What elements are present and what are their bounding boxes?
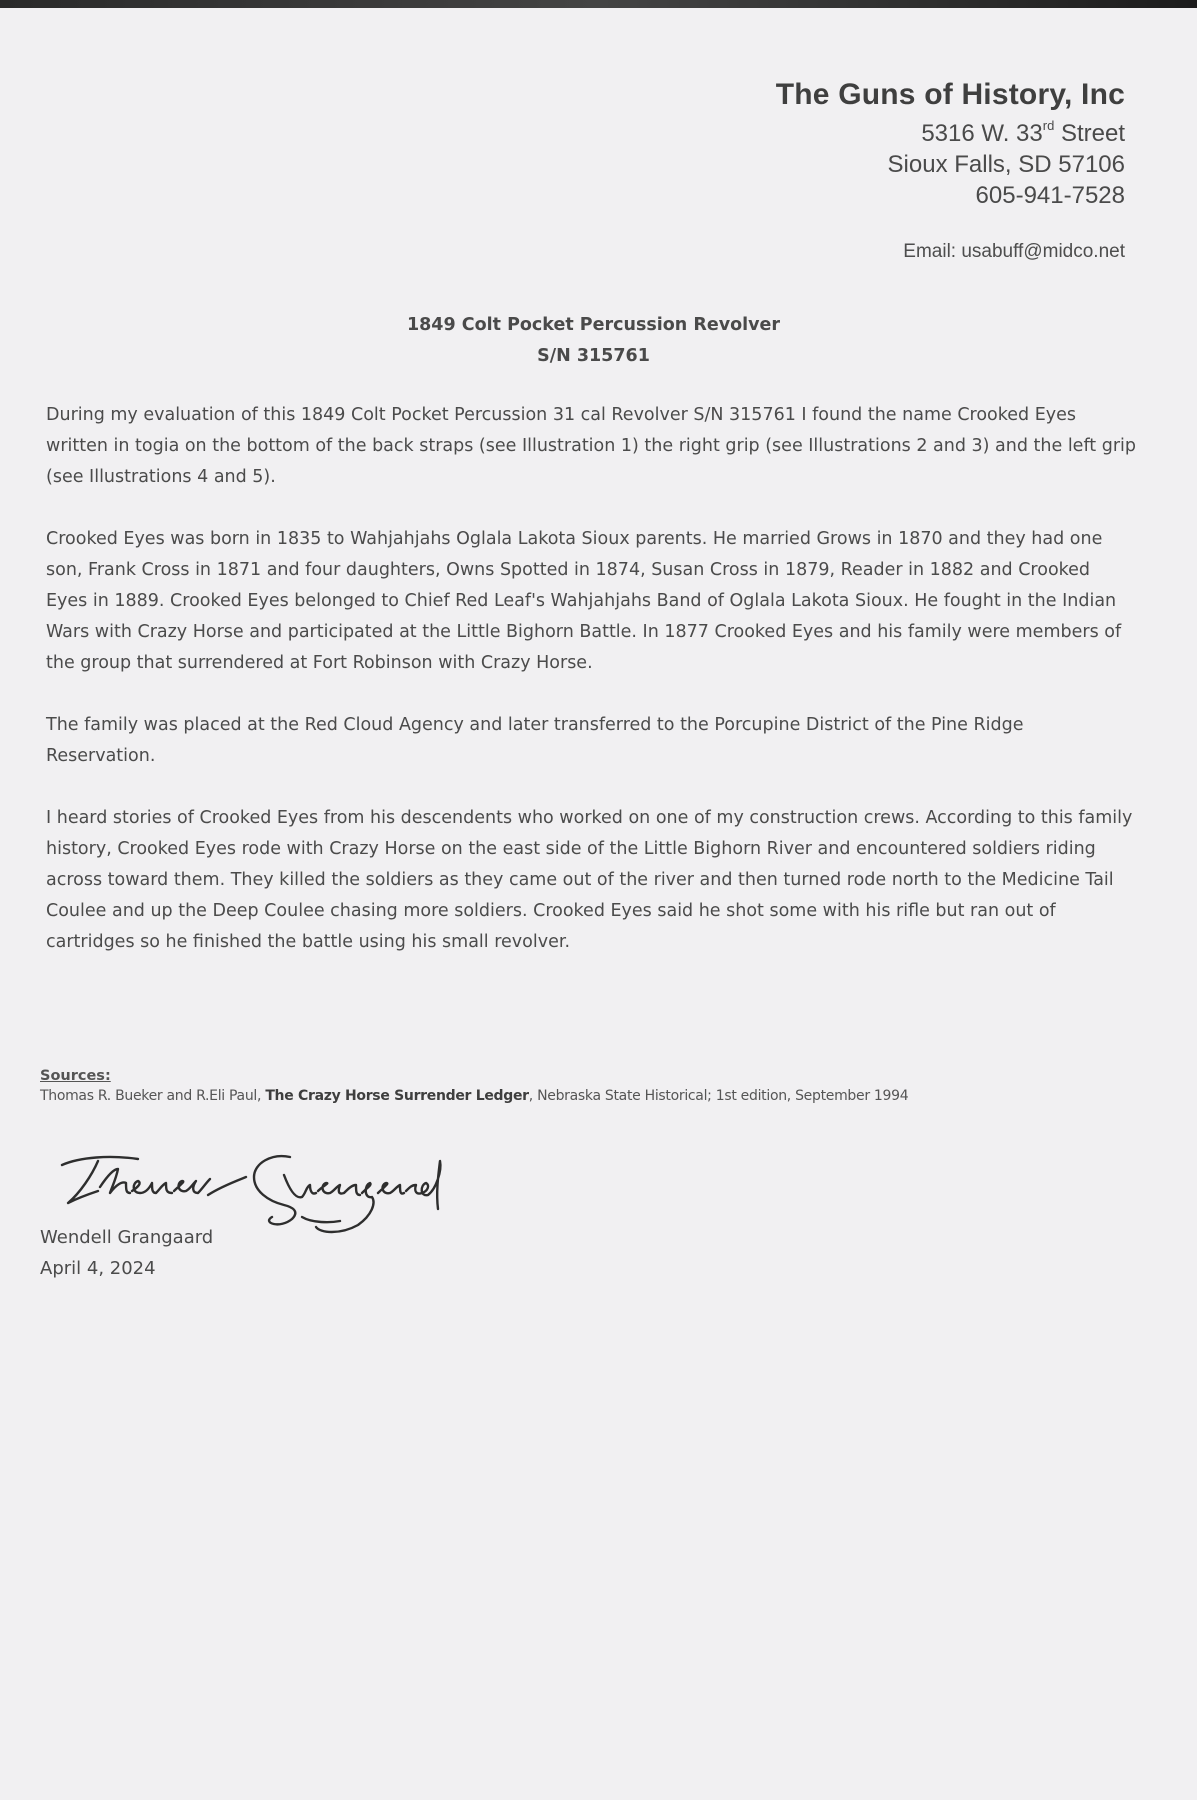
- letter-body: [46, 400, 1136, 989]
- title-line-2: S/N 315761: [537, 346, 650, 366]
- address-number: 5316 W. 33: [921, 120, 1043, 147]
- phone-number: 605-941-7528: [975, 182, 1125, 209]
- title-line-1: 1849 Colt Pocket Percussion Revolver: [406, 315, 781, 335]
- signer-name: Wendell Grangaard: [40, 1227, 214, 1248]
- sources-section: [40, 1068, 1140, 1104]
- source-authors: Thomas R. Bueker and R.Eli Paul,: [40, 1088, 266, 1104]
- paragraph-reservation: The family was placed at the Red Cloud Agency and later transferred to the Porcupine District of the Pine Ridge Reservation.: [46, 715, 1024, 766]
- street-address: [776, 118, 1125, 149]
- source-citation: [40, 1088, 1140, 1104]
- city-state-zip: Sioux Falls, SD 57106: [887, 151, 1125, 178]
- source-publisher: , Nebraska State Historical; 1st edition, September 1994: [528, 1088, 909, 1104]
- paragraph-family-history: I heard stories of Crooked Eyes from his descendents who worked on one of my construction crews. According to this family history, Crooked Eyes rode with Crazy Horse on the east side of the Little Bighorn River and encountered soldiers riding across toward them. They killed the soldiers as they came out of the river and then turned rode north to the Medicine Tail Coulee and up the Deep Coulee chasing more soldiers. Crooked Eyes said he shot some with his rifle but ran out of cartridges so he finished the battle using his small revolver.: [46, 808, 1133, 952]
- dark-top-edge: [0, 0, 1197, 8]
- letterhead: [776, 78, 1125, 263]
- signature-date: April 4, 2024: [40, 1258, 156, 1279]
- signer-block: [40, 1222, 213, 1284]
- source-book-title: The Crazy Horse Surrender Ledger: [265, 1088, 529, 1104]
- address-suffix: rd: [1042, 118, 1055, 133]
- company-name: The Guns of History, Inc: [775, 78, 1125, 111]
- email-address: Email: usabuff@midco.net: [903, 241, 1125, 262]
- address-street: Street: [1054, 120, 1125, 147]
- sources-label: Sources:: [40, 1068, 111, 1084]
- paragraph-biography: Crooked Eyes was born in 1835 to Wahjahjahs Oglala Lakota Sioux parents. He married Grows in 1870 and they had one son, Frank Cross in 1871 and four daughters, Owns Spotted in 1874, Susan Cross in 1879, Reader in 1882 and Crooked Eyes in 1889. Crooked Eyes belonged to Chief Red Leaf's Wahjahjahs Band of Oglala Lakota Sioux. He fought in the Indian Wars with Crazy Horse and participated at the Little Bighorn Battle. In 1877 Crooked Eyes and his family were members of the group that surrendered at Fort Robinson with Crazy Horse.: [46, 529, 1122, 673]
- document-title: [0, 310, 1197, 372]
- paragraph-evaluation: During my evaluation of this 1849 Colt Pocket Percussion 31 cal Revolver S/N 315761 I found the name Crooked Eyes written in togia on the bottom of the back straps (see Illustration 1) the right grip (see Illustrations 2 and 3) and the left grip (see Illustrations 4 and 5).: [46, 405, 1136, 487]
